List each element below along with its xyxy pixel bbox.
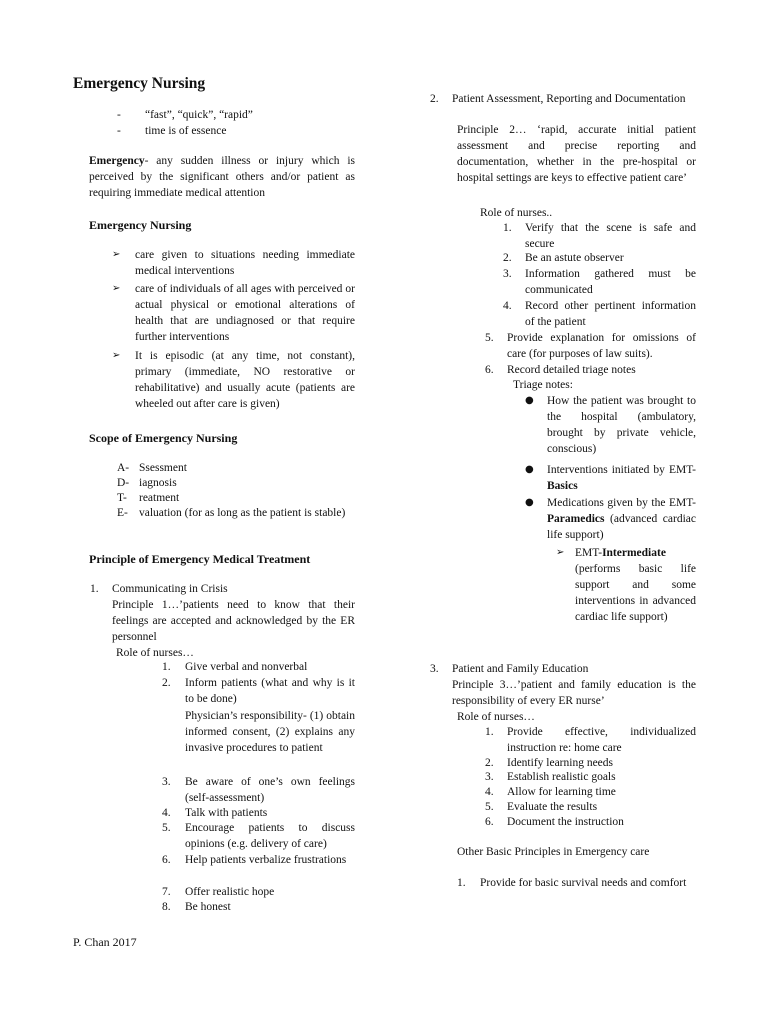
footer: P. Chan 2017 [73,935,137,949]
list-item: 6. Record detailed triage notes [485,364,636,376]
list-item: 2. Identify learning needs [485,757,614,769]
list-item: 5. Provide explanation for omissions of care (for purposes of law suits). [485,332,696,360]
role-label: Role of nurses.. [480,207,553,219]
list-item: 3. Information gathered must be communicated [503,268,696,296]
intro-bullet: - “fast”, “quick”, “rapid” [117,109,253,121]
list-item: 1. Give verbal and nonverbal [162,661,308,673]
list-item: ➢ EMT-Intermediate (performs basic life support and some interventions in advanced cardiac life support) [556,547,696,623]
list-item: ➢ care of individuals of all ages with perceived or actual physical or emotional alterations of health that are undiagnosed or that require further interventions [112,283,355,343]
list-item: A- Ssessment [117,462,187,474]
list-item: ➢ care given to situations needing immediate medical interventions [112,249,355,277]
principle-title: Patient Assessment, Reporting and Documentation [452,93,686,105]
list-item: 6. Help patients verbalize frustrations [162,854,347,866]
intro-bullet: - time is of essence [117,125,227,137]
triage-label: Triage notes: [513,379,573,391]
list-item: 7. Offer realistic hope [162,886,275,898]
role-label: Role of nurses… [116,647,194,659]
principle-statement: Principle 2… ‘rapid, accurate initial patient assessment and precise reporting and documentation, whether in the pre-hospital or hospital settings are keys to effective patient care’ [457,124,696,184]
list-item: ● Medications given by the EMT-Paramedics (advanced cardiac life support) [525,497,696,541]
principle-title: Patient and Family Education [452,663,589,675]
list-item: ● Interventions initiated by EMT-Basics [525,464,696,492]
principle-number: 2. [430,93,439,105]
list-item: ➢ It is episodic (at any time, not constant), primary (immediate, NO restorative or rehabilitative) and usually acute (patients are wheeled out after care is given) [112,350,355,410]
list-item: 2. Be an astute observer [503,252,624,264]
section-heading: Other Basic Principles in Emergency care [457,846,650,858]
list-item: 3. Be aware of one’s own feelings (self-assessment) [162,776,355,804]
section-heading: Scope of Emergency Nursing [89,431,238,445]
list-item: T- reatment [117,492,180,504]
list-item: 5. Evaluate the results [485,801,598,813]
list-item: 4. Talk with patients [162,807,268,819]
list-item: E- valuation (for as long as the patient is stable) [117,507,346,519]
list-item: 4. Record other pertinent information of the patient [503,300,696,328]
principle-title: Communicating in Crisis [112,583,228,595]
list-item: 8. Be honest [162,901,231,913]
list-item: 2. Inform patients (what and why is it to be done) [162,677,355,705]
principle-statement: Principle 1…’patients need to know that their feelings are accepted and acknowledged by the ER personnel [112,599,355,643]
list-item: 6. Document the instruction [485,816,624,828]
list-item: ● How the patient was brought to the hospital (ambulatory, brought by private vehicle, conscious) [525,395,696,455]
page-title: Emergency Nursing [73,75,206,92]
list-item: Physician’s responsibility- (1) obtain informed consent, (2) explains any invasive procedures to patient [185,710,355,754]
list-item: 1. Verify that the scene is safe and secure [503,222,696,250]
list-item: 5. Encourage patients to discuss opinions (e.g. delivery of care) [162,822,355,850]
principle-statement: Principle 3…’patient and family education is the responsibility of every ER nurse’ [452,679,696,707]
section-heading: Emergency Nursing [89,218,192,232]
list-item: 3. Establish realistic goals [485,771,616,783]
list-item: 1. Provide for basic survival needs and comfort [457,877,687,889]
emergency-definition: Emergency- any sudden illness or injury which is perceived by the significant others and/or patient as requiring immediate medical attention [89,155,355,199]
principle-number: 3. [430,663,439,675]
principle-number: 1. [90,583,99,595]
list-item: D- iagnosis [117,477,177,489]
role-label: Role of nurses… [457,711,535,723]
list-item: 1. Provide effective, individualized instruction re: home care [485,726,696,754]
section-heading: Principle of Emergency Medical Treatment [89,552,311,566]
list-item: 4. Allow for learning time [485,786,616,798]
